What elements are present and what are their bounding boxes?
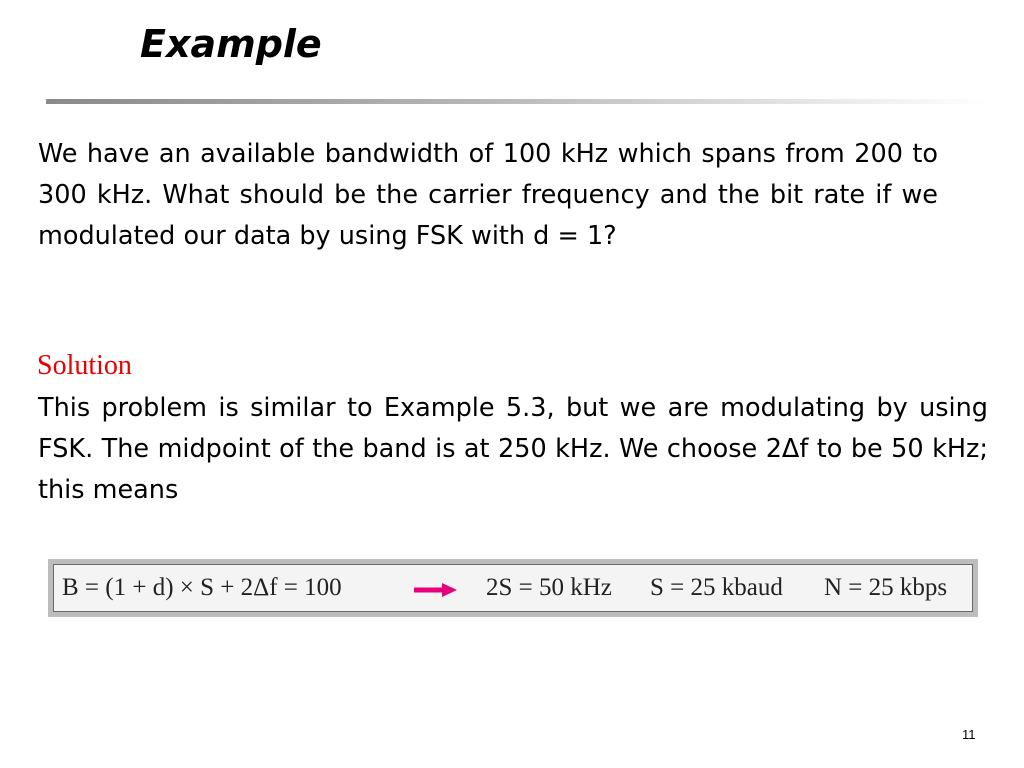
solution-text: This problem is similar to Example 5.3, but we are modulating by using FSK. The midpoint of the band is at 250 kHz. We choose 2Δf to be 50 kHz; this means	[38, 393, 988, 505]
slide-title: Example	[140, 22, 322, 66]
formula-panel	[53, 564, 973, 612]
formula-bit-rate: N = 25 kbps	[824, 574, 948, 601]
formula-2s-value: 2S = 50 kHz	[486, 574, 612, 601]
title-divider	[46, 99, 986, 104]
solution-heading: Solution	[37, 350, 132, 381]
question-text: We have an available bandwidth of 100 kHz which spans from 200 to 300 kHz. What should be the carrier frequency and the bit rate if we modulated our data by using FSK with d = 1?	[38, 139, 938, 251]
formula-baud-rate: S = 25 kbaud	[650, 574, 783, 601]
formula-box	[48, 559, 978, 617]
formula-bandwidth-equation: B = (1 + d) × S + 2Δf = 100	[62, 574, 342, 601]
page-number: 11	[962, 727, 976, 742]
right-arrow-icon	[414, 577, 458, 605]
